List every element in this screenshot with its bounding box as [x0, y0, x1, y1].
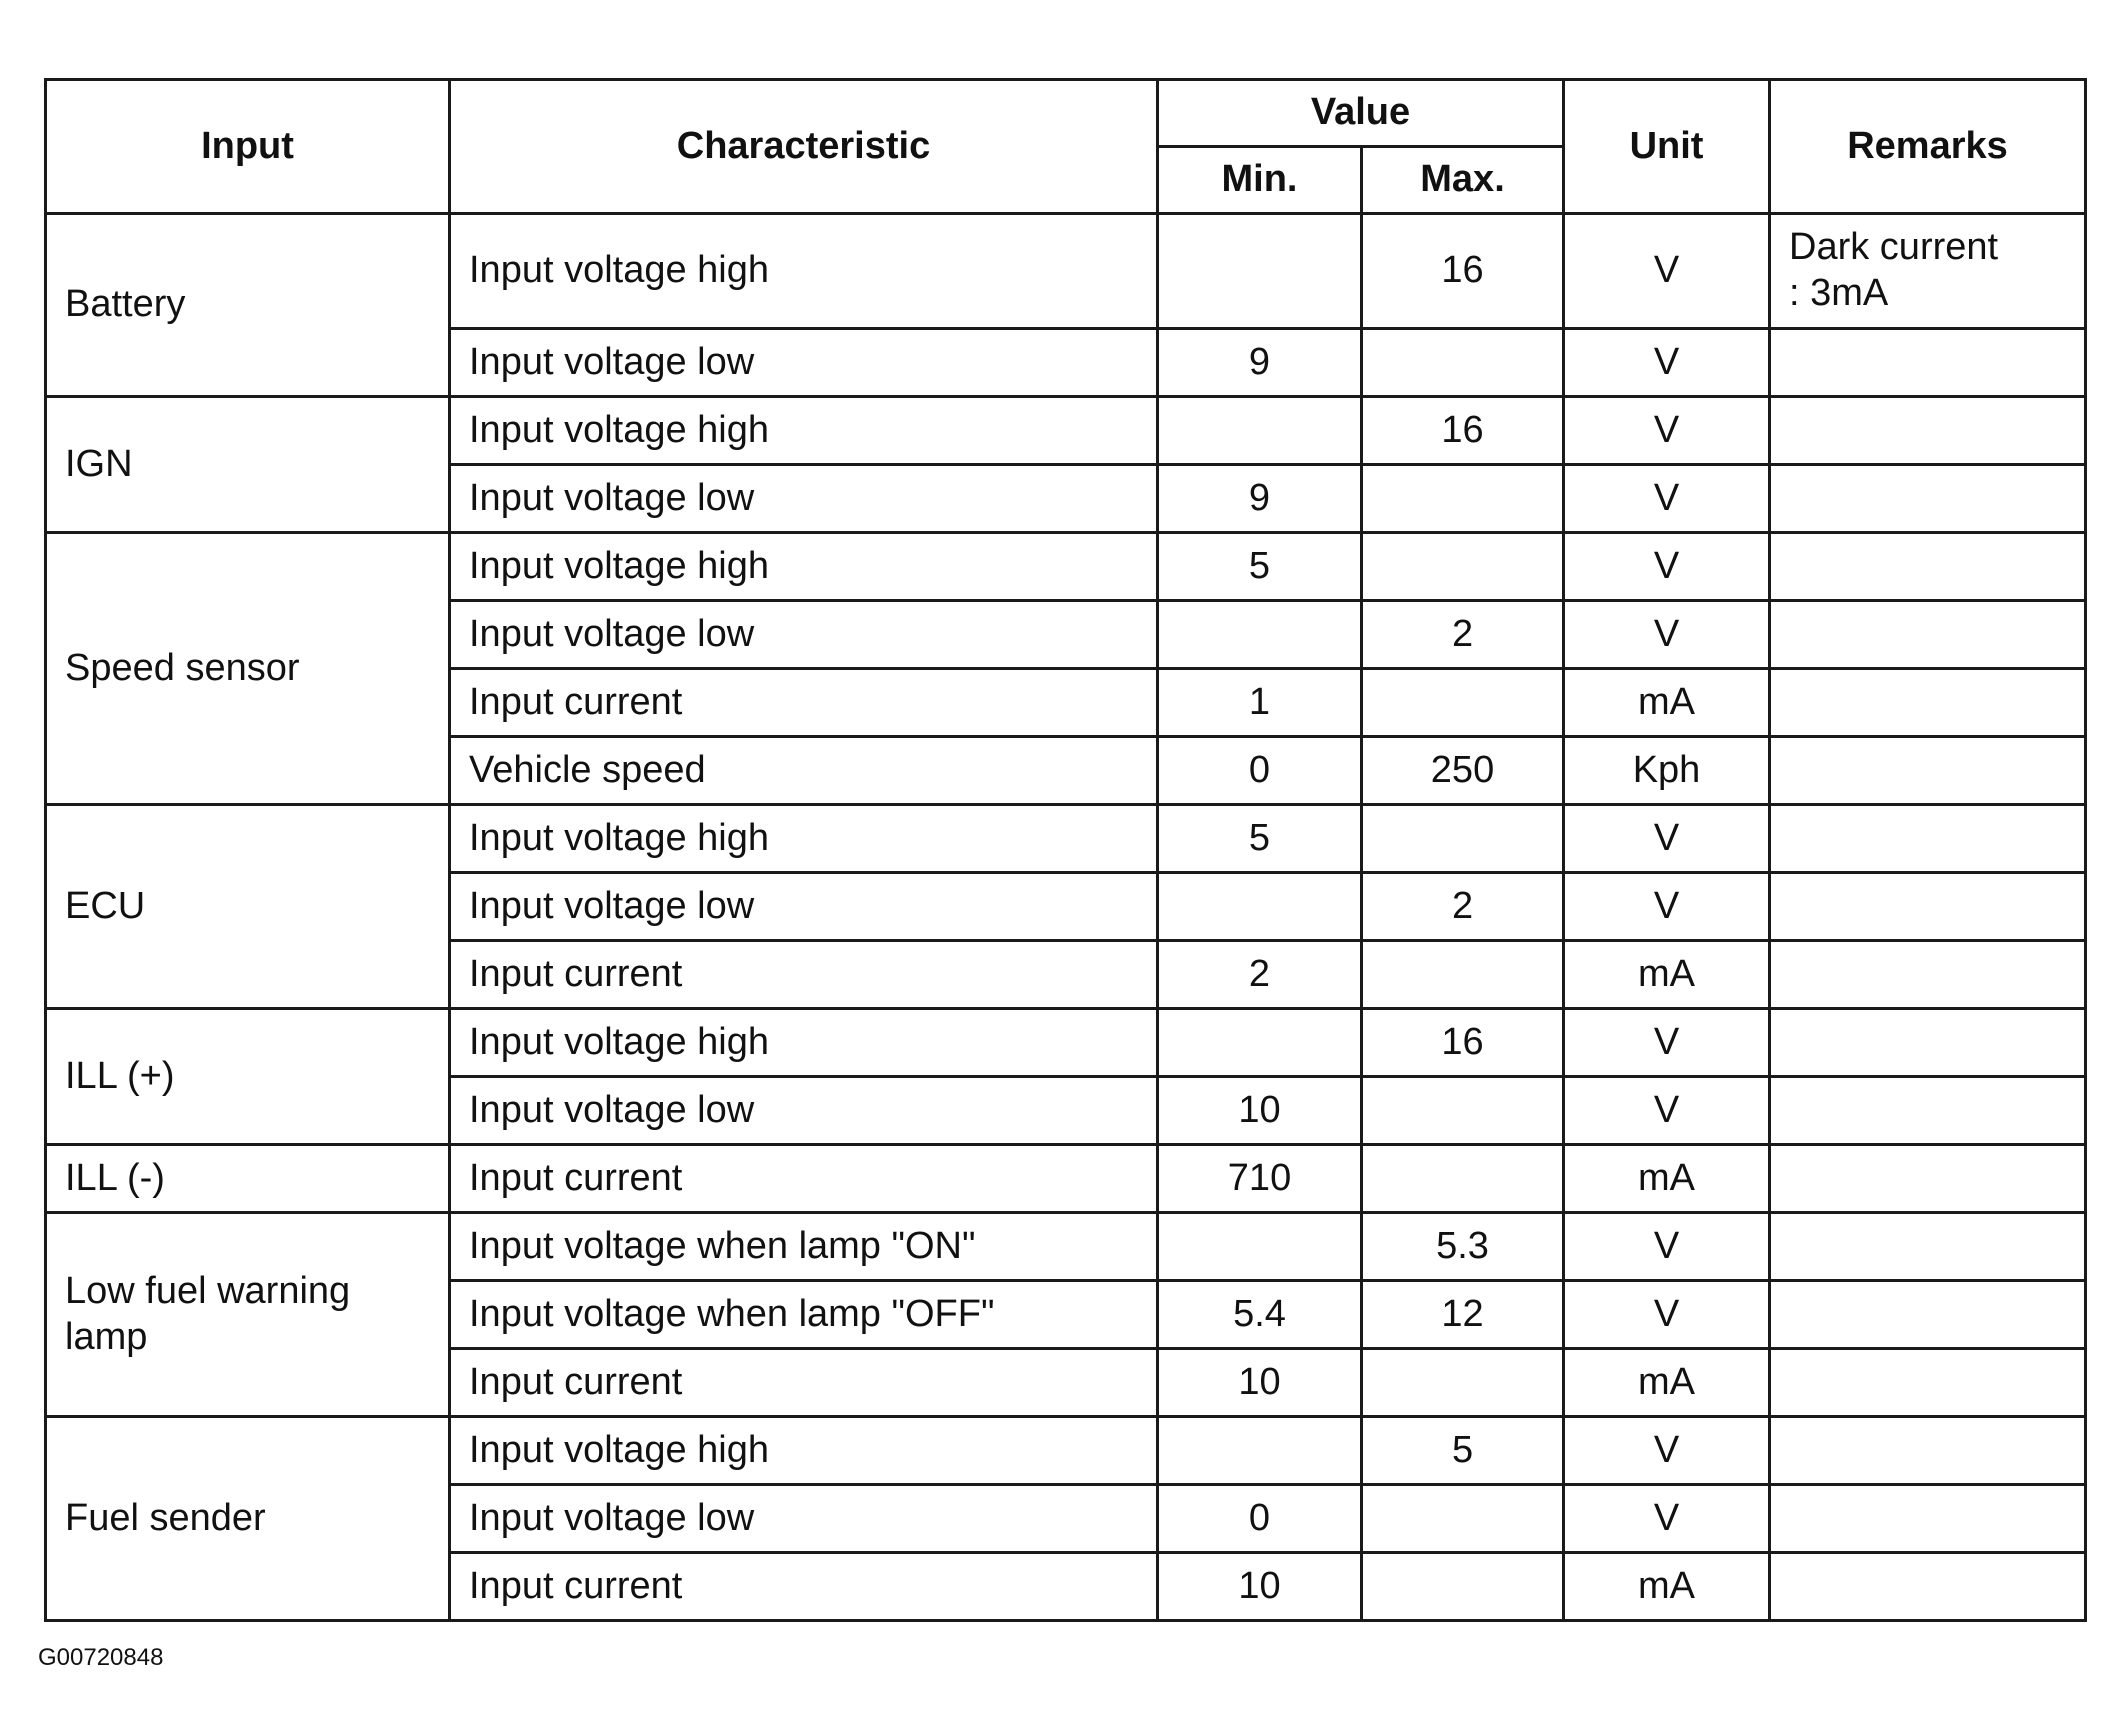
max-cell	[1362, 1349, 1564, 1417]
remarks-cell	[1770, 329, 2086, 397]
unit-cell: mA	[1564, 1349, 1770, 1417]
characteristic-cell: Input current	[450, 941, 1158, 1009]
table-row	[46, 214, 2086, 329]
characteristic-cell: Input voltage when lamp "OFF"	[450, 1281, 1158, 1349]
remarks-cell	[1770, 1281, 2086, 1349]
unit-cell: V	[1564, 1009, 1770, 1077]
input-speed-sensor: Speed sensor	[46, 533, 450, 805]
remarks-cell	[1770, 1213, 2086, 1281]
min-cell: 0	[1158, 737, 1362, 805]
table-row	[46, 1145, 2086, 1213]
table-row	[46, 1417, 2086, 1485]
remarks-cell	[1770, 1077, 2086, 1145]
characteristic-cell: Input voltage high	[450, 1009, 1158, 1077]
min-cell: 0	[1158, 1485, 1362, 1553]
unit-cell: V	[1564, 214, 1770, 329]
characteristic-cell: Input voltage high	[450, 397, 1158, 465]
unit-cell: V	[1564, 397, 1770, 465]
remarks-line: : 3mA	[1789, 272, 1889, 314]
header-characteristic: Characteristic	[450, 80, 1158, 214]
unit-cell: V	[1564, 533, 1770, 601]
input-label-line: lamp	[65, 1315, 148, 1358]
remarks-cell	[1770, 1349, 2086, 1417]
unit-cell: Kph	[1564, 737, 1770, 805]
table-row	[46, 1009, 2086, 1077]
header-input: Input	[46, 80, 450, 214]
characteristic-cell: Input voltage low	[450, 601, 1158, 669]
min-cell	[1158, 873, 1362, 941]
min-cell: 9	[1158, 465, 1362, 533]
header-value: Value	[1158, 80, 1564, 147]
unit-cell: mA	[1564, 669, 1770, 737]
characteristic-cell: Input voltage low	[450, 465, 1158, 533]
remarks-cell	[1770, 941, 2086, 1009]
header-unit: Unit	[1564, 80, 1770, 214]
characteristic-cell: Input voltage high	[450, 533, 1158, 601]
max-cell: 2	[1362, 873, 1564, 941]
unit-cell: V	[1564, 465, 1770, 533]
min-cell	[1158, 1417, 1362, 1485]
min-cell	[1158, 397, 1362, 465]
max-cell: 5.3	[1362, 1213, 1564, 1281]
header-min: Min.	[1158, 147, 1362, 214]
max-cell	[1362, 533, 1564, 601]
remarks-cell	[1770, 805, 2086, 873]
min-cell	[1158, 1213, 1362, 1281]
table-row	[46, 805, 2086, 873]
header-max: Max.	[1362, 147, 1564, 214]
min-cell: 710	[1158, 1145, 1362, 1213]
characteristic-cell: Input current	[450, 1553, 1158, 1621]
min-cell	[1158, 601, 1362, 669]
input-ecu: ECU	[46, 805, 450, 1009]
unit-cell: mA	[1564, 1553, 1770, 1621]
table-row	[46, 397, 2086, 465]
unit-cell: V	[1564, 1417, 1770, 1485]
unit-cell: mA	[1564, 941, 1770, 1009]
max-cell	[1362, 1077, 1564, 1145]
table-body	[46, 214, 2086, 1621]
min-cell: 10	[1158, 1077, 1362, 1145]
remarks-cell	[1770, 669, 2086, 737]
max-cell	[1362, 1485, 1564, 1553]
remarks-cell	[1770, 737, 2086, 805]
max-cell	[1362, 1553, 1564, 1621]
input-low-fuel-warning-lamp	[46, 1213, 450, 1417]
max-cell: 2	[1362, 601, 1564, 669]
unit-cell: V	[1564, 1485, 1770, 1553]
input-fuel-sender: Fuel sender	[46, 1417, 450, 1621]
characteristic-cell: Input voltage low	[450, 329, 1158, 397]
min-cell: 10	[1158, 1349, 1362, 1417]
max-cell: 16	[1362, 1009, 1564, 1077]
remarks-cell	[1770, 873, 2086, 941]
unit-cell: V	[1564, 329, 1770, 397]
max-cell	[1362, 805, 1564, 873]
remarks-cell	[1770, 1145, 2086, 1213]
input-ill-minus: ILL (-)	[46, 1145, 450, 1213]
header-row	[46, 80, 2086, 147]
input-battery: Battery	[46, 214, 450, 397]
min-cell: 5	[1158, 805, 1362, 873]
unit-cell: V	[1564, 873, 1770, 941]
remarks-cell	[1770, 1485, 2086, 1553]
unit-cell: V	[1564, 601, 1770, 669]
max-cell: 5	[1362, 1417, 1564, 1485]
min-cell: 1	[1158, 669, 1362, 737]
remarks-cell	[1770, 1417, 2086, 1485]
unit-cell: mA	[1564, 1145, 1770, 1213]
max-cell	[1362, 465, 1564, 533]
figure-id: G00720848	[38, 1644, 164, 1671]
remarks-cell	[1770, 1553, 2086, 1621]
input-ign: IGN	[46, 397, 450, 533]
characteristic-cell: Input voltage when lamp "ON"	[450, 1213, 1158, 1281]
table-header	[46, 80, 2086, 214]
min-cell: 9	[1158, 329, 1362, 397]
min-cell: 5	[1158, 533, 1362, 601]
characteristic-cell: Input voltage high	[450, 214, 1158, 329]
characteristic-cell: Input current	[450, 1145, 1158, 1213]
remarks-cell	[1770, 533, 2086, 601]
remarks-cell	[1770, 397, 2086, 465]
characteristic-cell: Vehicle speed	[450, 737, 1158, 805]
input-label-line: Low fuel warning	[65, 1269, 351, 1312]
min-cell: 5.4	[1158, 1281, 1362, 1349]
max-cell	[1362, 941, 1564, 1009]
characteristic-cell: Input voltage low	[450, 1077, 1158, 1145]
characteristic-cell: Input current	[450, 1349, 1158, 1417]
characteristic-cell: Input voltage low	[450, 1485, 1158, 1553]
min-cell: 10	[1158, 1553, 1362, 1621]
header-remarks: Remarks	[1770, 80, 2086, 214]
unit-cell: V	[1564, 1077, 1770, 1145]
table-row	[46, 1213, 2086, 1281]
max-cell: 16	[1362, 214, 1564, 329]
characteristic-cell: Input voltage high	[450, 1417, 1158, 1485]
spec-table	[44, 78, 2087, 1622]
characteristic-cell: Input current	[450, 669, 1158, 737]
remarks-cell	[1770, 465, 2086, 533]
unit-cell: V	[1564, 1281, 1770, 1349]
unit-cell: V	[1564, 805, 1770, 873]
max-cell	[1362, 669, 1564, 737]
min-cell	[1158, 214, 1362, 329]
min-cell: 2	[1158, 941, 1362, 1009]
remarks-line: Dark current	[1789, 226, 1999, 269]
max-cell: 12	[1362, 1281, 1564, 1349]
characteristic-cell: Input voltage high	[450, 805, 1158, 873]
remarks-cell	[1770, 214, 2086, 329]
input-ill-plus: ILL (+)	[46, 1009, 450, 1145]
table-row	[46, 533, 2086, 601]
min-cell	[1158, 1009, 1362, 1077]
max-cell: 250	[1362, 737, 1564, 805]
characteristic-cell: Input voltage low	[450, 873, 1158, 941]
remarks-cell	[1770, 601, 2086, 669]
max-cell	[1362, 329, 1564, 397]
max-cell: 16	[1362, 397, 1564, 465]
remarks-cell	[1770, 1009, 2086, 1077]
max-cell	[1362, 1145, 1564, 1213]
unit-cell: V	[1564, 1213, 1770, 1281]
